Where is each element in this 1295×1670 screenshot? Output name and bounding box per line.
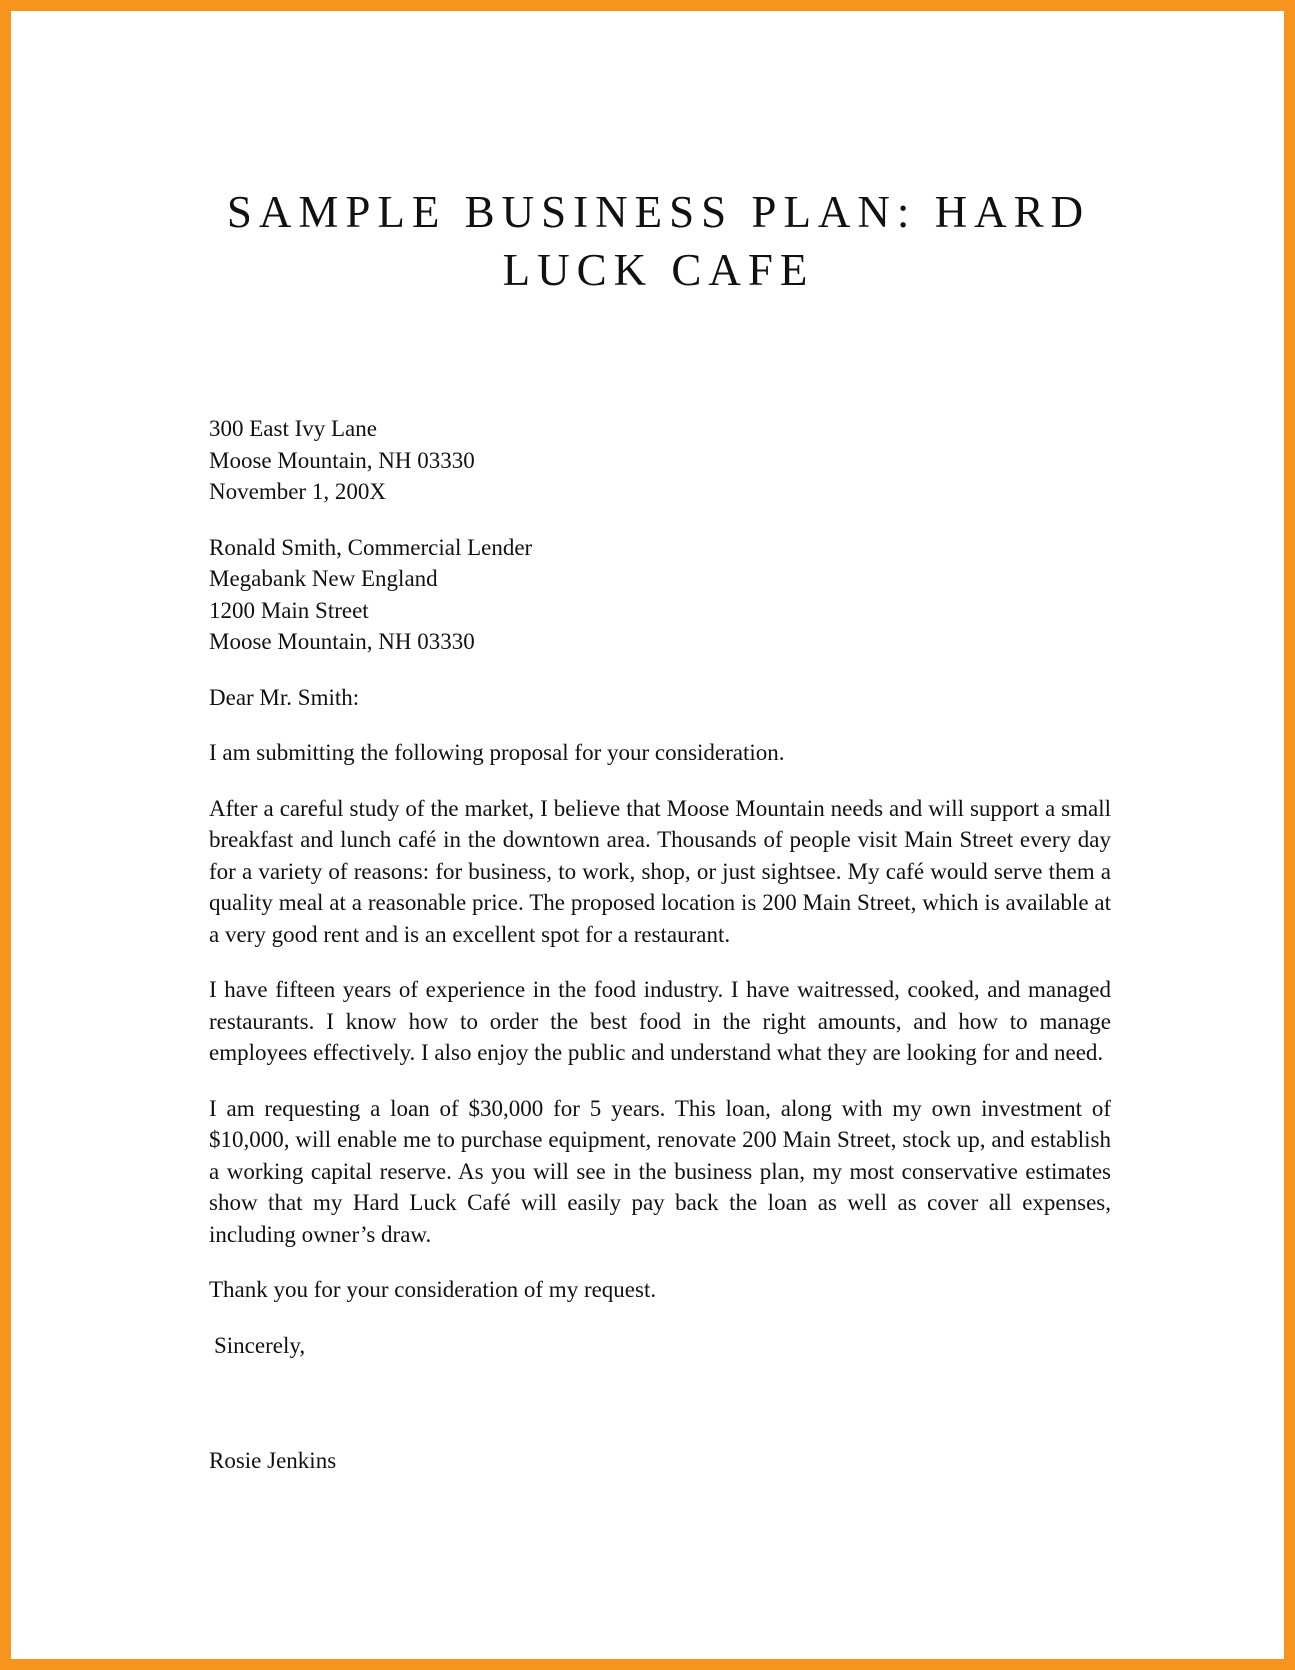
paragraph-experience: I have fifteen years of experience in the food industry. I have waitressed, cooked, and managed restaurants. I know how to order the best food in the right amounts, and how to manage employees effectively. I also enjoy the public and understand what they are looking for and need. [209, 977, 1111, 1065]
recipient-city: Moose Mountain, NH 03330 [209, 629, 475, 654]
paragraph-intro: I am submitting the following proposal for your consideration. [209, 740, 785, 765]
title-line-1: SAMPLE BUSINESS PLAN: HARD [226, 187, 1091, 237]
salutation: Dear Mr. Smith: [209, 684, 360, 710]
title-line-2: LUCK CAFE [502, 245, 815, 295]
sender-street: 300 East Ivy Lane [209, 416, 377, 441]
sender-address [209, 413, 1111, 508]
letter-date: November 1, 200X [209, 479, 386, 504]
closing: Sincerely, [214, 1332, 306, 1358]
recipient-company: Megabank New England [209, 566, 438, 591]
paragraph-market: After a careful study of the market, I believe that Moose Mountain needs and will support a small breakfast and lunch café in the downtown area. Thousands of people visit Main Street every day for a variety of reasons: for business, to work, shop, or just sightsee. My café would serve them a quality meal at a reasonable price. The proposed location is 200 Main Street, which is available at a very good rent and is an excellent spot for a restaurant. [209, 795, 1111, 947]
paragraph-thanks: Thank you for your consideration of my request. [209, 1277, 657, 1302]
letter-body [209, 413, 1111, 1477]
recipient-name: Ronald Smith, Commercial Lender [209, 534, 533, 560]
document-title [11, 183, 1295, 299]
signature-name: Rosie Jenkins [209, 1448, 337, 1473]
recipient-street: 1200 Main Street [209, 597, 369, 623]
recipient-address [209, 532, 1111, 658]
sender-city: Moose Mountain, NH 03330 [209, 447, 475, 473]
paragraph-loan-request: I am requesting a loan of $30,000 for 5 years. This loan, along with my own investment of $10,000, will enable me to purchase equipment, renovate 200 Main Street, stock up, and establish a working capital reserve. As you will see in the business plan, my most conservative estimates show that my Hard Luck Café will easily pay back the loan as well as cover all expenses, including owner’s draw. [209, 1095, 1111, 1247]
